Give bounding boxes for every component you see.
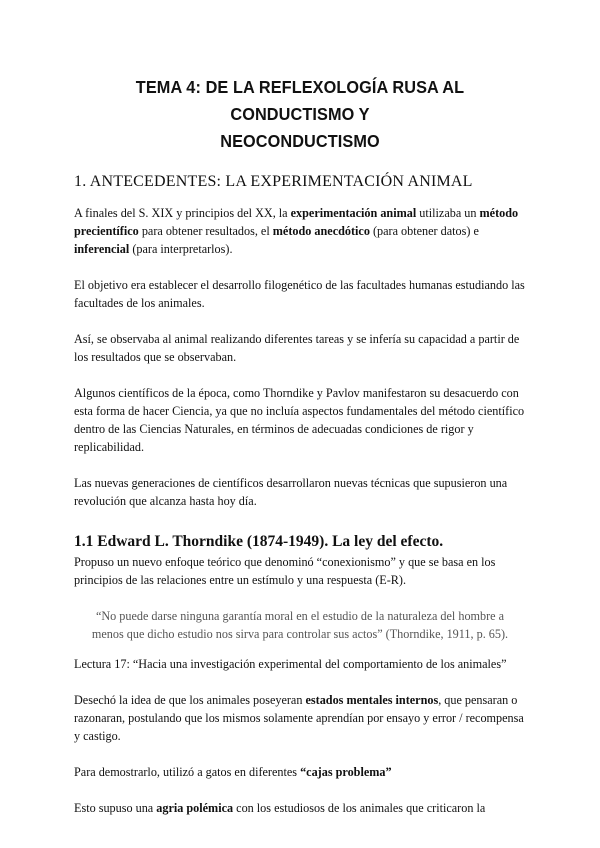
section-1-body (74, 204, 526, 510)
paragraph: Las nuevas generaciones de científicos desarrollaron nuevas técnicas que supusieron una revolución que alcanza hasta hoy día. (74, 476, 508, 508)
bold-term: “cajas problema” (300, 765, 392, 779)
paragraph: Algunos científicos de la época, como Thorndike y Pavlov manifestaron su desacuerdo con esta forma de hacer Ciencia, ya que no incluía aspectos fundamentales del método científico dentro de las Ciencias Naturales, en términos de adecuadas condiciones de rigor y replicabilidad. (74, 386, 525, 454)
section-1-1-body (74, 553, 526, 589)
section-heading-thorndike: 1.1 Edward L. Thorndike (1874-1949). La ley del efecto. (74, 533, 444, 550)
bold-term: estados mentales internos (305, 693, 439, 707)
paragraph: Desechó la idea de que los animales poseyeran estados mentales internos, que pensaran o razonaran, postulando que los mismos solamente aprendían por ensayo y error / recompensa y castigo. (74, 693, 524, 743)
bold-term: inferencial (74, 242, 130, 256)
paragraph-reading: Lectura 17: “Hacia una investigación experimental del comportamiento de los animales” (74, 657, 507, 671)
paragraph: Para demostrarlo, utilizó a gatos en diferentes “cajas problema” (74, 765, 392, 779)
section-1-1-continued (74, 655, 526, 817)
document-title (90, 0, 510, 155)
section-heading-antecedentes: 1. ANTECEDENTES: LA EXPERIMENTACIÓN ANIMAL (74, 173, 473, 190)
paragraph: A finales del S. XIX y principios del XX, la experimentación animal utilizaba un método precientífico para obtener resultados, el método anecdótico (para obtener datos) e inferencial (para interpretarlos). (74, 206, 519, 256)
quote: “No puede darse ninguna garantía moral en el estudio de la naturaleza del hombre a menos que dicho estudio nos sirva para controlar sus actos” (Thorndike, 1911, p. 65). (91, 609, 509, 641)
title-line-2: NEOCONDUCTISMO (220, 131, 380, 151)
paragraph: El objetivo era establecer el desarrollo filogenético de las facultades humanas estudiando las facultades de los animales. (74, 278, 525, 310)
paragraph: Propuso un nuevo enfoque teórico que denominó “conexionismo” y que se basa en los principios de las relaciones entre un estímulo y una respuesta (E-R). (74, 555, 496, 587)
bold-term: método anecdótico (272, 224, 370, 238)
paragraph: Así, se observaba al animal realizando diferentes tareas y se infería su capacidad a partir de los resultados que se observaban. (74, 332, 520, 364)
paragraph: Esto supuso una agria polémica con los estudiosos de los animales que criticaron la (74, 801, 486, 815)
bold-term: agria polémica (156, 801, 234, 815)
bold-term: experimentación animal (290, 206, 417, 220)
title-line-1: TEMA 4: DE LA REFLEXOLOGÍA RUSA AL CONDUCTISMO Y (135, 77, 465, 124)
bold-term: método precientífico (74, 206, 519, 238)
